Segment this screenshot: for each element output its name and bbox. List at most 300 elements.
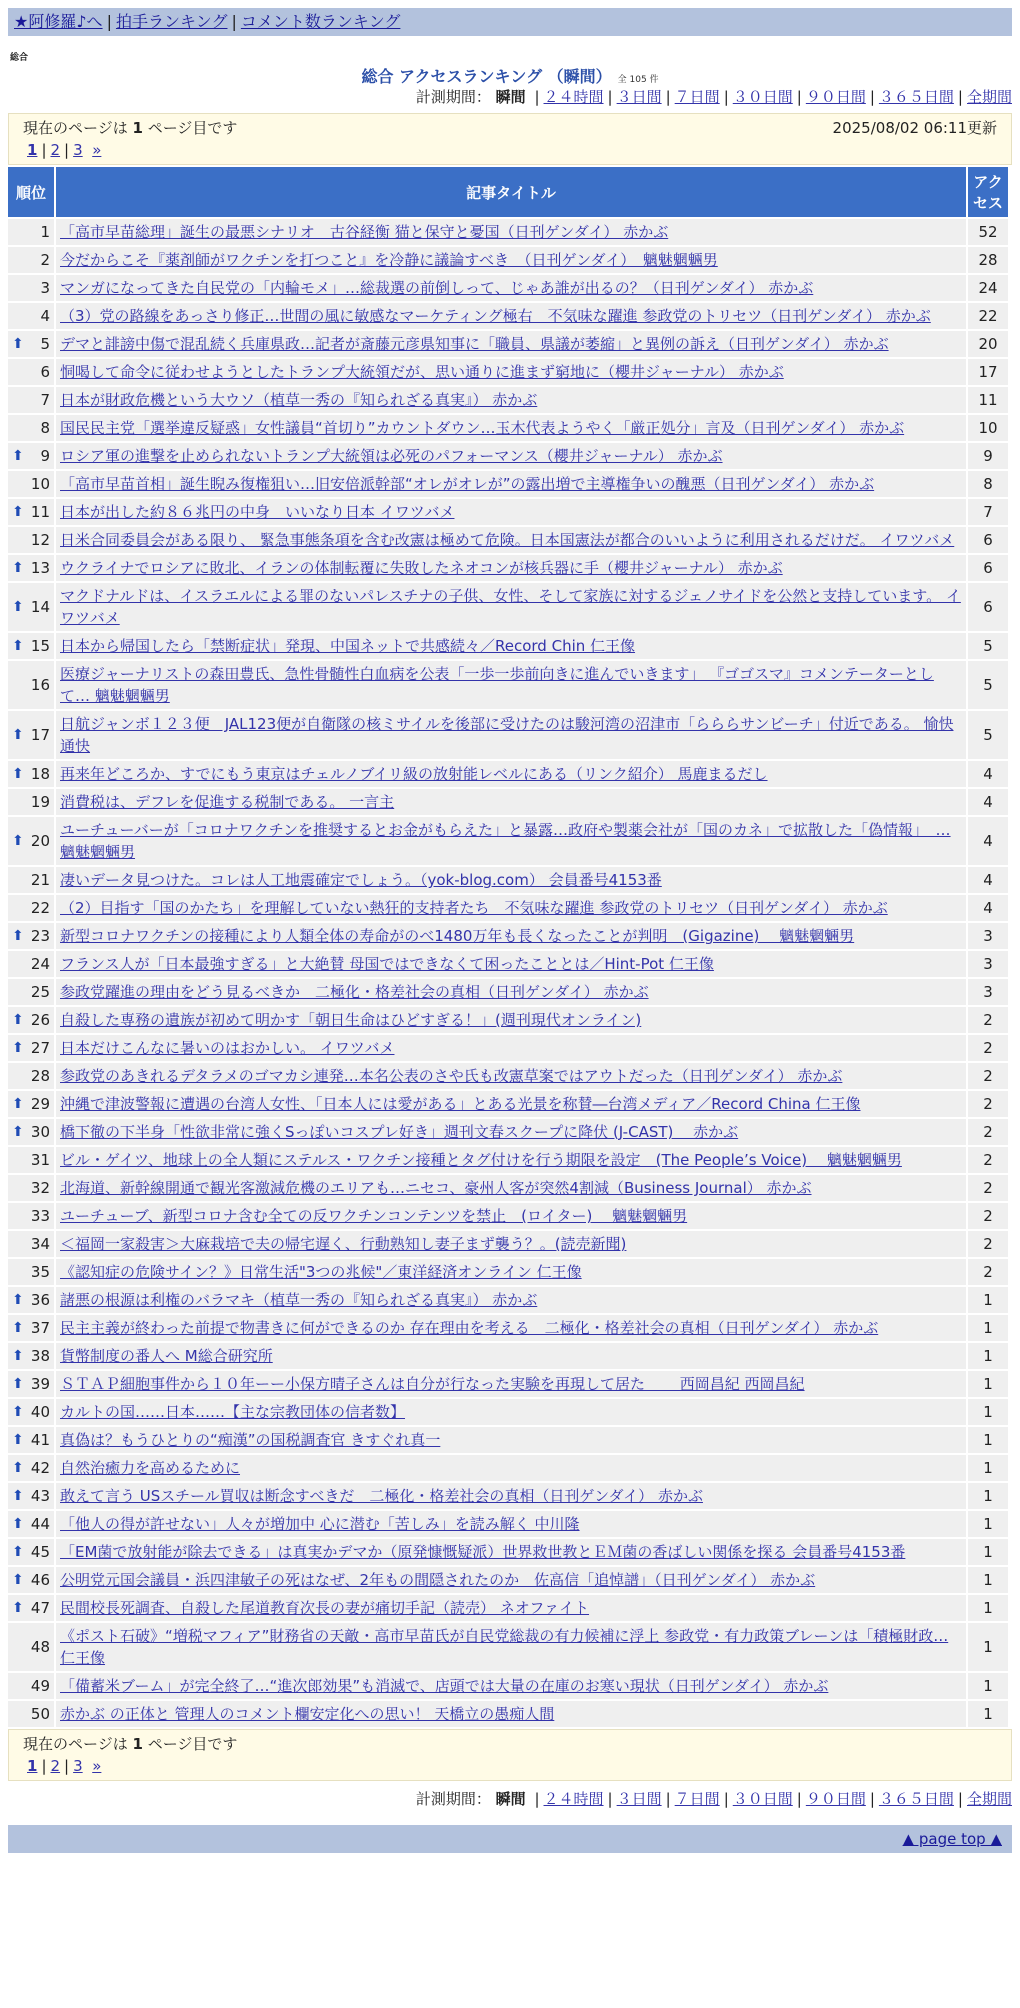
article-title-link[interactable]: 《認知症の危険サイン？》日常生活"3つの兆候"／東洋経済オンライン 仁王像	[60, 1263, 582, 1281]
article-title-link[interactable]: 参政党躍進の理由をどう見るべきか 二極化・格差社会の真相（日刊ゲンダイ） 赤かぶ	[60, 983, 649, 1001]
title-cell	[56, 711, 966, 759]
title-cell	[56, 1035, 966, 1061]
period-option-link[interactable]: ３日間	[616, 1790, 662, 1808]
page-top-link[interactable]: ▲ page top ▲	[902, 1830, 1002, 1848]
article-title-link[interactable]: 医療ジャーナリストの森田豊氏、急性骨髄性白血病を公表「一歩一歩前向きに進んでいきます」 『ゴゴスマ』コメンテーターとして… 魑魅魍魎男	[60, 665, 934, 705]
rank-number: 29	[30, 1095, 50, 1113]
period-selector-top	[8, 86, 1012, 108]
access-count: 20	[968, 331, 1008, 357]
current-page-text: 現在のページは 1 ページ目です	[23, 1735, 238, 1753]
article-title-link[interactable]: 《ポスト石破》“増税マフィア”財務省の天敵・高市早苗氏が自民党総裁の有力候補に浮上 参政党・有力政策ブレーンは「積極財政… 仁王像	[60, 1627, 949, 1667]
article-title-link[interactable]: 新型コロナワクチンの接種により人類全体の寿命がのべ1480万年も長くなったことが判明 (Gigazine) 魑魅魍魎男	[60, 927, 855, 945]
title-cell	[56, 1147, 966, 1173]
period-label: 計測期間：	[415, 1790, 491, 1808]
table-row	[8, 895, 1008, 921]
article-title-link[interactable]: 民間校長死調査、自殺した尾道教育次長の妻が痛切手記（読売） ネオファイト	[60, 1599, 590, 1617]
rank-number: 31	[30, 1151, 50, 1169]
rank-cell	[8, 415, 54, 441]
period-separator: |	[607, 1790, 613, 1808]
title-cell	[56, 895, 966, 921]
rank-number: 15	[30, 637, 50, 655]
article-title-link[interactable]: 「高市早苗総理」誕生の最悪シナリオ 古谷経衡 猫と保守と憂国（日刊ゲンダイ） 赤かぶ	[60, 223, 669, 241]
up-arrow-icon: ⬆	[12, 1292, 24, 1308]
article-title-link[interactable]: デマと誹謗中傷で混乱続く兵庫県政…記者が斎藤元彦県知事に「職員、県議が萎縮」と異例の訴え（日刊ゲンダイ） 赤かぶ	[60, 335, 889, 353]
rank-number: 21	[30, 871, 50, 889]
access-count: 4	[968, 817, 1008, 865]
article-title-link[interactable]: 日米合同委員会がある限り、 緊急事態条項を含む改憲は極めて危険。日本国憲法が都合のいいように利用されるだけだ。 イワツバメ	[60, 531, 955, 549]
article-title-link[interactable]: ユーチューバーが「コロナワクチンを推奨するとお金がもらえた」と暴露…政府や製薬会社が「国のカネ」で拡散した「偽情報」 … 魑魅魍魎男	[60, 821, 951, 861]
page-link-3[interactable]: 3	[73, 1757, 83, 1775]
article-title-link[interactable]: 「EM菌で放射能が除去できる」は真実かデマか（原発慷慨疑派）世界救世教とＥＭ菌の香ばしい関係を探る 会員番号4153番	[60, 1543, 906, 1561]
access-count: 52	[968, 219, 1008, 245]
period-option-link[interactable]: ３０日間	[732, 1790, 793, 1808]
rank-cell	[8, 1063, 54, 1089]
access-count: 1	[968, 1567, 1008, 1593]
access-count: 3	[968, 951, 1008, 977]
up-arrow-icon: ⬆	[12, 727, 24, 743]
access-count: 6	[968, 527, 1008, 553]
article-title-link[interactable]: 日本だけこんなに暑いのはおかしい。 イワツバメ	[60, 1039, 395, 1057]
up-arrow-icon: ⬆	[12, 599, 24, 615]
next-page-link[interactable]: »	[92, 1757, 102, 1775]
rank-cell	[8, 1371, 54, 1397]
rank-number: 44	[30, 1515, 50, 1533]
nav-separator: |	[106, 12, 112, 31]
rank-cell	[8, 1539, 54, 1565]
article-title-link[interactable]: 消費税は、デフレを促進する税制である。 一言主	[60, 793, 395, 811]
title-cell	[56, 583, 966, 631]
rank-cell	[8, 711, 54, 759]
title-cell	[56, 527, 966, 553]
period-option-link[interactable]: ２４時間	[543, 88, 604, 106]
table-row	[8, 923, 1008, 949]
up-arrow-icon: ⬆	[12, 638, 24, 654]
access-count: 1	[968, 1455, 1008, 1481]
up-arrow-icon: ⬆	[12, 1544, 24, 1560]
rank-number: 45	[30, 1543, 50, 1561]
rank-number: 28	[30, 1067, 50, 1085]
rank-cell	[8, 1511, 54, 1537]
table-row	[8, 1673, 1008, 1699]
title-cell	[56, 633, 966, 659]
rank-number: 30	[30, 1123, 50, 1141]
ranking-table	[6, 165, 1010, 1729]
rank-cell	[8, 895, 54, 921]
page-link-1[interactable]: 1	[27, 1757, 38, 1775]
access-count: 1	[968, 1483, 1008, 1509]
access-count: 1	[968, 1623, 1008, 1671]
article-title-link[interactable]: 自然治癒力を高めるために	[60, 1459, 241, 1477]
rank-number: 43	[30, 1487, 50, 1505]
article-title-link[interactable]: 「備蓄米ブーム」が完全終了…“進次郎効果”も消滅で、店頭では大量の在庫のお寒い現状（日刊ゲンダイ） 赤かぶ	[60, 1677, 829, 1695]
period-option-link[interactable]: ３０日間	[732, 88, 793, 106]
article-title-link[interactable]: ＳＴＡＰ細胞事件から１０年ーー小保方晴子さんは自分が行なった実験を再現して居た 西岡昌紀 西岡昌紀	[60, 1375, 805, 1393]
rank-number: 26	[30, 1011, 50, 1029]
table-row	[8, 817, 1008, 865]
rank-cell	[8, 275, 54, 301]
table-row	[8, 761, 1008, 787]
table-row	[8, 387, 1008, 413]
rank-number: 46	[30, 1571, 50, 1589]
table-row	[8, 415, 1008, 441]
title-cell	[56, 1007, 966, 1033]
rank-cell	[8, 359, 54, 385]
col-rank-header: 順位	[8, 167, 54, 217]
access-count: 1	[968, 1287, 1008, 1313]
up-arrow-icon: ⬆	[12, 928, 24, 944]
title-cell	[56, 1203, 966, 1229]
rank-number: 17	[30, 726, 50, 744]
up-arrow-icon: ⬆	[12, 833, 24, 849]
rank-cell	[8, 633, 54, 659]
period-option-link[interactable]: ２４時間	[543, 1790, 604, 1808]
up-arrow-icon: ⬆	[12, 766, 24, 782]
article-title-link[interactable]: 国民民主党「選挙違反疑惑」女性議員“首切り”カウントダウン…玉木代表ようやく「厳正処分」言及（日刊ゲンダイ） 赤かぶ	[60, 419, 905, 437]
rank-cell	[8, 1343, 54, 1369]
title-cell	[56, 1315, 966, 1341]
nav-separator: |	[231, 12, 237, 31]
rank-number: 5	[40, 335, 50, 353]
rank-number: 7	[40, 391, 50, 409]
col-title-header: 記事タイトル	[56, 167, 966, 217]
table-row	[8, 443, 1008, 469]
article-title-link[interactable]: 諸悪の根源は利権のバラマキ（植草一秀の『知られざる真実』） 赤かぶ	[60, 1291, 538, 1309]
access-count: 1	[968, 1343, 1008, 1369]
table-row	[8, 1623, 1008, 1671]
period-current: 瞬間	[495, 88, 526, 106]
article-title-link[interactable]: 北海道、新幹線開通で観光客激減危機のエリアも…ニセコ、豪州人客が突然4割減（Business Journal） 赤かぶ	[60, 1179, 812, 1197]
article-title-link[interactable]: マクドナルドは、イスラエルによる罪のないパレスチナの子供、女性、そして家族に対するジェノサイドを公然と支持しています。 イワツバメ	[60, 587, 961, 627]
rank-cell	[8, 923, 54, 949]
page-link-2[interactable]: 2	[50, 141, 61, 159]
table-row	[8, 471, 1008, 497]
title-cell	[56, 661, 966, 709]
article-title-link[interactable]: 自殺した専務の遺族が初めて明かす「朝日生命はひどすぎる！」(週刊現代オンライン)	[60, 1011, 642, 1029]
period-option-link[interactable]: ７日間	[674, 1790, 720, 1808]
table-row	[8, 1035, 1008, 1061]
title-cell	[56, 471, 966, 497]
comment-ranking-link[interactable]: コメント数ランキング	[240, 12, 401, 31]
article-title-link[interactable]: （3）党の路線をあっさり修正…世間の風に敏感なマーケティング極右 不気味な躍進 参政党のトリセツ（日刊ゲンダイ） 赤かぶ	[60, 307, 931, 325]
section-label: 総合	[10, 53, 29, 63]
access-count: 17	[968, 359, 1008, 385]
rank-number: 20	[30, 832, 50, 850]
rank-cell	[8, 331, 54, 357]
article-title-link[interactable]: 日本が出した約８６兆円の中身 いいなり日本 イワツバメ	[60, 503, 455, 521]
period-option-link[interactable]: 全期間	[966, 88, 1012, 106]
title-cell	[56, 1455, 966, 1481]
title-cell	[56, 1701, 966, 1727]
article-title-link[interactable]: 敢えて言う USスチール買収は断念すべきだ 二極化・格差社会の真相（日刊ゲンダイ） 赤かぶ	[60, 1487, 703, 1505]
up-arrow-icon: ⬆	[12, 1096, 24, 1112]
table-row	[8, 1147, 1008, 1173]
rank-number: 42	[30, 1459, 50, 1477]
period-selector-bottom	[8, 1787, 1012, 1811]
rank-number: 35	[30, 1263, 50, 1281]
up-arrow-icon: ⬆	[12, 1376, 24, 1392]
table-row	[8, 1567, 1008, 1593]
ranking-title: 総合 アクセスランキング （瞬間）	[361, 67, 612, 86]
rank-cell	[8, 1175, 54, 1201]
access-count: 24	[968, 275, 1008, 301]
clap-ranking-link[interactable]: 拍手ランキング	[115, 12, 228, 31]
period-option-link[interactable]: ９０日間	[805, 88, 866, 106]
access-count: 1	[968, 1315, 1008, 1341]
page-link-1[interactable]: 1	[27, 141, 38, 159]
title-cell	[56, 1371, 966, 1397]
rank-cell	[8, 1203, 54, 1229]
period-option-link[interactable]: 全期間	[966, 1790, 1012, 1808]
rank-number: 10	[30, 475, 50, 493]
article-title-link[interactable]: 日航ジャンボ１２３便 JAL123便が自衛隊の核ミサイルを後部に受けたのは駿河湾の沼津市「らららサンビーチ」付近である。 愉快通快	[60, 715, 954, 755]
rank-cell	[8, 1427, 54, 1453]
period-option-link[interactable]: ７日間	[674, 88, 720, 106]
article-title-link[interactable]: 日本が財政危機という大ウソ（植草一秀の『知られざる真実』） 赤かぶ	[60, 391, 538, 409]
rank-number: 19	[30, 793, 50, 811]
rank-number: 18	[30, 765, 50, 783]
rank-cell	[8, 867, 54, 893]
table-row	[8, 1455, 1008, 1481]
home-link[interactable]: ★阿修羅♪へ	[14, 12, 103, 31]
rank-number: 36	[30, 1291, 50, 1309]
article-title-link[interactable]: マンガになってきた自民党の「内輪モメ」…総裁選の前倒しって、じゃあ誰が出るの？（日刊ゲンダイ） 赤かぶ	[60, 279, 814, 297]
period-option-link[interactable]: ３日間	[616, 88, 662, 106]
title-cell	[56, 1091, 966, 1117]
table-row	[8, 1091, 1008, 1117]
article-title-link[interactable]: ＜福岡一家殺害＞大麻栽培で夫の帰宅遅く、行動熟知し妻子まず襲う？。(読売新聞)	[60, 1235, 627, 1253]
article-title-link[interactable]: 凄いデータ見つけた。コレは人工地震確定でしょう。（yok-blog.com） 会員番号4153番	[60, 871, 662, 889]
access-count: 10	[968, 415, 1008, 441]
access-count: 2	[968, 1175, 1008, 1201]
article-title-link[interactable]: 真偽は？もうひとりの“痴漢”の国税調査官 きすぐれ真一	[60, 1431, 441, 1449]
rank-cell	[8, 1701, 54, 1727]
rank-cell	[8, 583, 54, 631]
table-row	[8, 789, 1008, 815]
up-arrow-icon: ⬆	[12, 448, 24, 464]
up-arrow-icon: ⬆	[12, 1488, 24, 1504]
up-arrow-icon: ⬆	[12, 1040, 24, 1056]
title-cell	[56, 443, 966, 469]
title-cell	[56, 247, 966, 273]
col-access-header: アクセス	[968, 167, 1008, 217]
table-row	[8, 979, 1008, 1005]
article-title-link[interactable]: 日本から帰国したら「禁断症状」発現、中国ネットで共感続々／Record Chin 仁王像	[60, 637, 636, 655]
table-row	[8, 661, 1008, 709]
access-count: 5	[968, 661, 1008, 709]
up-arrow-icon: ⬆	[12, 560, 24, 576]
table-row	[8, 275, 1008, 301]
rank-number: 3	[40, 279, 50, 297]
table-row	[8, 303, 1008, 329]
rank-cell	[8, 555, 54, 581]
rank-cell	[8, 1483, 54, 1509]
page-link-3[interactable]: 3	[73, 141, 83, 159]
rank-cell	[8, 1147, 54, 1173]
table-row	[8, 1701, 1008, 1727]
period-separator: |	[796, 1790, 802, 1808]
access-count: 2	[968, 1063, 1008, 1089]
period-separator: |	[534, 1790, 540, 1808]
period-current: 瞬間	[495, 1790, 526, 1808]
title-cell	[56, 1595, 966, 1621]
title-cell	[56, 303, 966, 329]
article-title-link[interactable]: 今だからこそ『薬剤師がワクチンを打つこと』を冷静に議論すべき （日刊ゲンダイ） 魑魅魍魎男	[60, 251, 718, 269]
article-title-link[interactable]: 赤かぶ の正体と 管理人のコメント欄安定化への思い！ 天橋立の愚痴人間	[60, 1705, 555, 1723]
rank-cell	[8, 1399, 54, 1425]
access-count: 2	[968, 1231, 1008, 1257]
page-links: 1 | 2 | 3 »	[27, 1757, 102, 1775]
rank-number: 32	[30, 1179, 50, 1197]
access-count: 2	[968, 1007, 1008, 1033]
title-cell	[56, 867, 966, 893]
access-count: 22	[968, 303, 1008, 329]
title-cell	[56, 359, 966, 385]
article-title-link[interactable]: カルトの国……日本……【主な宗教団体の信者数】	[60, 1403, 406, 1421]
rank-cell	[8, 1119, 54, 1145]
rank-number: 40	[30, 1403, 50, 1421]
period-separator: |	[665, 88, 671, 106]
article-title-link[interactable]: 沖縄で津波警報に遭遇の台湾人女性、「日本人には愛がある」とある光景を称賛―台湾メディア／Record China 仁王像	[60, 1095, 861, 1113]
page-links: 1 | 2 | 3 »	[27, 141, 102, 159]
up-arrow-icon: ⬆	[12, 1320, 24, 1336]
access-count: 4	[968, 789, 1008, 815]
rank-cell	[8, 817, 54, 865]
title-cell	[56, 1259, 966, 1285]
pager-top	[8, 113, 1012, 165]
access-count: 2	[968, 1091, 1008, 1117]
title-cell	[56, 1427, 966, 1453]
article-title-link[interactable]: 恫喝して命令に従わせようとしたトランプ大統領だが、思い通りに進まず窮地に（櫻井ジャーナル） 赤かぶ	[60, 363, 784, 381]
article-title-link[interactable]: 貨幣制度の番人へ M総合研究所	[60, 1347, 273, 1365]
rank-cell	[8, 661, 54, 709]
title-cell	[56, 387, 966, 413]
rank-number: 16	[30, 676, 50, 694]
ranking-title-row	[8, 64, 1012, 86]
rank-cell	[8, 1287, 54, 1313]
article-title-link[interactable]: ビル・ゲイツ、地球上の全人類にステルス・ワクチン接種とタグ付けを行う期限を設定 (The People’s Voice) 魑魅魍魎男	[60, 1151, 902, 1169]
up-arrow-icon: ⬆	[12, 1432, 24, 1448]
page-link-2[interactable]: 2	[50, 1757, 61, 1775]
title-cell	[56, 951, 966, 977]
article-title-link[interactable]: 橋下徹の下半身「性欲非常に強くSっぽいコスプレ好き」週刊文春スクープに降伏 (J-CAST) 赤かぶ	[60, 1123, 739, 1141]
rank-cell	[8, 247, 54, 273]
article-title-link[interactable]: 「他人の得が許せない」人々が増加中 心に潜む「苦しみ」を読み解く 中川隆	[60, 1515, 580, 1533]
access-count: 6	[968, 555, 1008, 581]
rank-cell	[8, 1007, 54, 1033]
access-count: 1	[968, 1427, 1008, 1453]
rank-cell	[8, 951, 54, 977]
current-page-text: 現在のページは 1 ページ目です	[23, 119, 238, 137]
table-row	[8, 555, 1008, 581]
access-count: 28	[968, 247, 1008, 273]
access-count: 3	[968, 923, 1008, 949]
rank-cell	[8, 1595, 54, 1621]
title-cell	[56, 1539, 966, 1565]
title-cell	[56, 331, 966, 357]
up-arrow-icon: ⬆	[12, 1600, 24, 1616]
period-separator: |	[957, 88, 963, 106]
table-row	[8, 1063, 1008, 1089]
access-count: 1	[968, 1673, 1008, 1699]
rank-cell	[8, 387, 54, 413]
article-title-link[interactable]: ロシア軍の進撃を止められないトランプ大統領は必死のパフォーマンス（櫻井ジャーナル） 赤かぶ	[60, 447, 723, 465]
article-title-link[interactable]: 「高市早苗首相」誕生睨み復権狙い…旧安倍派幹部“オレがオレが”の露出増で主導権争いの醜悪（日刊ゲンダイ） 赤かぶ	[60, 475, 875, 493]
table-row	[8, 1287, 1008, 1313]
table-row	[8, 359, 1008, 385]
rank-number: 24	[30, 955, 50, 973]
rank-cell	[8, 219, 54, 245]
title-cell	[56, 1567, 966, 1593]
next-page-link[interactable]: »	[92, 141, 102, 159]
updated-timestamp: 2025/08/02 06:11更新	[832, 119, 997, 137]
table-row	[8, 1231, 1008, 1257]
table-row	[8, 1175, 1008, 1201]
rank-cell	[8, 527, 54, 553]
period-separator: |	[957, 1790, 963, 1808]
article-title-link[interactable]: （2）目指す「国のかたち」を理解していない熱狂的支持者たち 不気味な躍進 参政党のトリセツ（日刊ゲンダイ） 赤かぶ	[60, 899, 888, 917]
period-separator: |	[534, 88, 540, 106]
article-title-link[interactable]: 参政党のあきれるデタラメのゴマカシ連発…本名公表のさや氏も改憲草案ではアウトだった（日刊ゲンダイ） 赤かぶ	[60, 1067, 843, 1085]
rank-number: 39	[30, 1375, 50, 1393]
title-cell	[56, 1231, 966, 1257]
table-row	[8, 633, 1008, 659]
access-count: 1	[968, 1399, 1008, 1425]
up-arrow-icon: ⬆	[12, 1012, 24, 1028]
article-title-link[interactable]: 民主主義が終わった前提で物書きに何ができるのか 存在理由を考える 二極化・格差社会の真相（日刊ゲンダイ） 赤かぶ	[60, 1319, 879, 1337]
table-row	[8, 1511, 1008, 1537]
period-option-link[interactable]: ３６５日間	[878, 88, 954, 106]
rank-number: 11	[30, 503, 50, 521]
article-title-link[interactable]: フランス人が「日本最強すぎる」と大絶賛 母国ではできなくて困ったこととは／Hint-Pot 仁王像	[60, 955, 714, 973]
title-cell	[56, 1063, 966, 1089]
title-cell	[56, 1175, 966, 1201]
period-option-link[interactable]: ９０日間	[805, 1790, 866, 1808]
article-title-link[interactable]: 公明党元国会議員・浜四津敏子の死はなぜ、2年もの間隠されたのか 佐高信「追悼譜」（日刊ゲンダイ） 赤かぶ	[60, 1571, 816, 1589]
rank-number: 33	[30, 1207, 50, 1225]
rank-cell	[8, 471, 54, 497]
rank-number: 8	[40, 419, 50, 437]
table-row	[8, 527, 1008, 553]
period-option-link[interactable]: ３６５日間	[878, 1790, 954, 1808]
article-title-link[interactable]: ユーチューブ、新型コロナ含む全ての反ワクチンコンテンツを禁止 (ロイター) 魑魅魍魎男	[60, 1207, 688, 1225]
period-label: 計測期間：	[415, 88, 491, 106]
period-separator: |	[796, 88, 802, 106]
access-count: 2	[968, 1147, 1008, 1173]
rank-cell	[8, 1315, 54, 1341]
rank-cell	[8, 1673, 54, 1699]
article-title-link[interactable]: ウクライナでロシアに敗北、イランの体制転覆に失敗したネオコンが核兵器に手（櫻井ジャーナル） 赤かぶ	[60, 559, 783, 577]
title-cell	[56, 275, 966, 301]
article-title-link[interactable]: 再来年どころか、すでにもう東京はチェルノブイリ級の放射能レベルにある（リンク紹介） 馬鹿まるだし	[60, 765, 768, 783]
rank-cell	[8, 1623, 54, 1671]
rank-number: 41	[30, 1431, 50, 1449]
rank-cell	[8, 761, 54, 787]
title-cell	[56, 1287, 966, 1313]
period-separator: |	[665, 1790, 671, 1808]
access-count: 4	[968, 761, 1008, 787]
access-count: 7	[968, 499, 1008, 525]
rank-number: 25	[30, 983, 50, 1001]
table-row	[8, 583, 1008, 631]
access-count: 5	[968, 711, 1008, 759]
access-count: 1	[968, 1701, 1008, 1727]
rank-number: 1	[40, 223, 50, 241]
rank-cell	[8, 1455, 54, 1481]
title-cell	[56, 923, 966, 949]
access-count: 2	[968, 1259, 1008, 1285]
title-cell	[56, 1343, 966, 1369]
rank-number: 50	[30, 1705, 50, 1723]
